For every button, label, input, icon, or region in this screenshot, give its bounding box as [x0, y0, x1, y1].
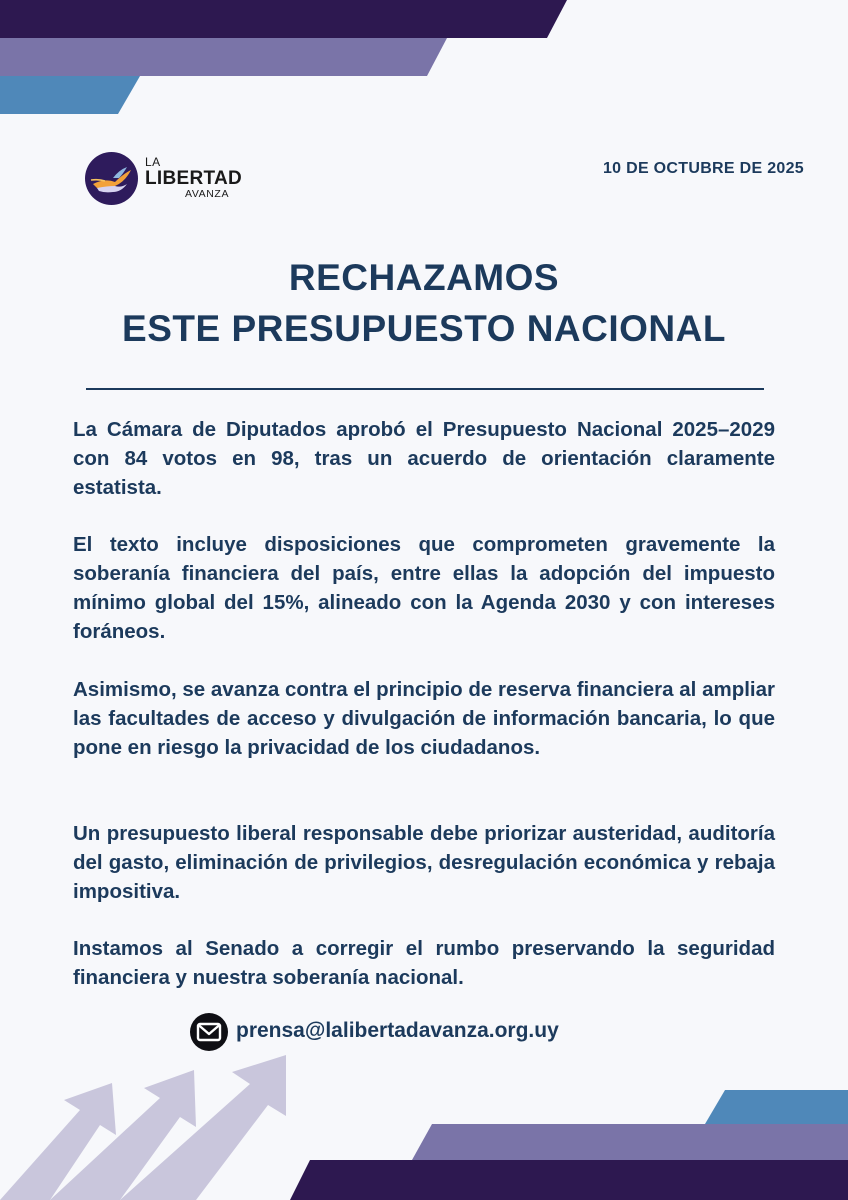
party-logo: [85, 152, 245, 208]
logo-wordmark: [145, 156, 242, 200]
paragraph-3: Asimismo, se avanza contra el principio de reserva financiera al ampliar las facultades de acceso y divulgación de información bancaria, lo que pone en riesgo la privacidad de los ciudadanos.: [73, 678, 775, 759]
top-band-blue: [0, 76, 140, 114]
logo-line-avanza: AVANZA: [185, 188, 230, 200]
page-title-line-2: ESTE PRESUPUESTO NACIONAL: [122, 308, 726, 349]
growth-arrows-decoration: [0, 1055, 286, 1200]
bottom-band-blue: [705, 1090, 848, 1124]
page-title-line-1: RECHAZAMOS: [288, 257, 560, 298]
contact-email-link[interactable]: prensa@lalibertadavanza.org.uy: [236, 1019, 559, 1042]
paragraph-1: La Cámara de Diputados aprobó el Presupuesto Nacional 2025–2029 con 84 votos en 98, tras un acuerdo de orientación claramente estatista.: [73, 418, 775, 499]
top-band-mid-purple: [0, 38, 447, 76]
bottom-band-mid-purple: [412, 1124, 848, 1160]
release-date: 10 DE OCTUBRE DE 2025: [602, 160, 804, 177]
top-decorative-bands: [0, 0, 848, 116]
top-band-dark-purple: [0, 0, 567, 38]
bottom-band-dark-purple: [290, 1160, 848, 1200]
bottom-decorative-graphics: [0, 1050, 848, 1200]
paragraph-5: Instamos al Senado a corregir el rumbo preservando la seguridad financiera y nuestra soberanía nacional.: [73, 937, 775, 989]
paragraph-4: Un presupuesto liberal responsable debe priorizar austeridad, auditoría del gasto, eliminación de privilegios, desregulación económica y rebaja impositiva.: [73, 822, 775, 903]
logo-line-la: LA: [145, 155, 161, 169]
title-divider: [86, 388, 764, 390]
logo-bird-emblem-icon: [85, 152, 138, 205]
logo-line-libertad: LIBERTAD: [145, 168, 243, 189]
paragraph-2: El texto incluye disposiciones que comprometen gravemente la soberanía financiera del país, entre ellas la adopción del impuesto mínimo global del 15%, alineado con la Agenda 2030 y con intereses foráneos.: [73, 533, 775, 643]
envelope-icon: [190, 1013, 228, 1051]
